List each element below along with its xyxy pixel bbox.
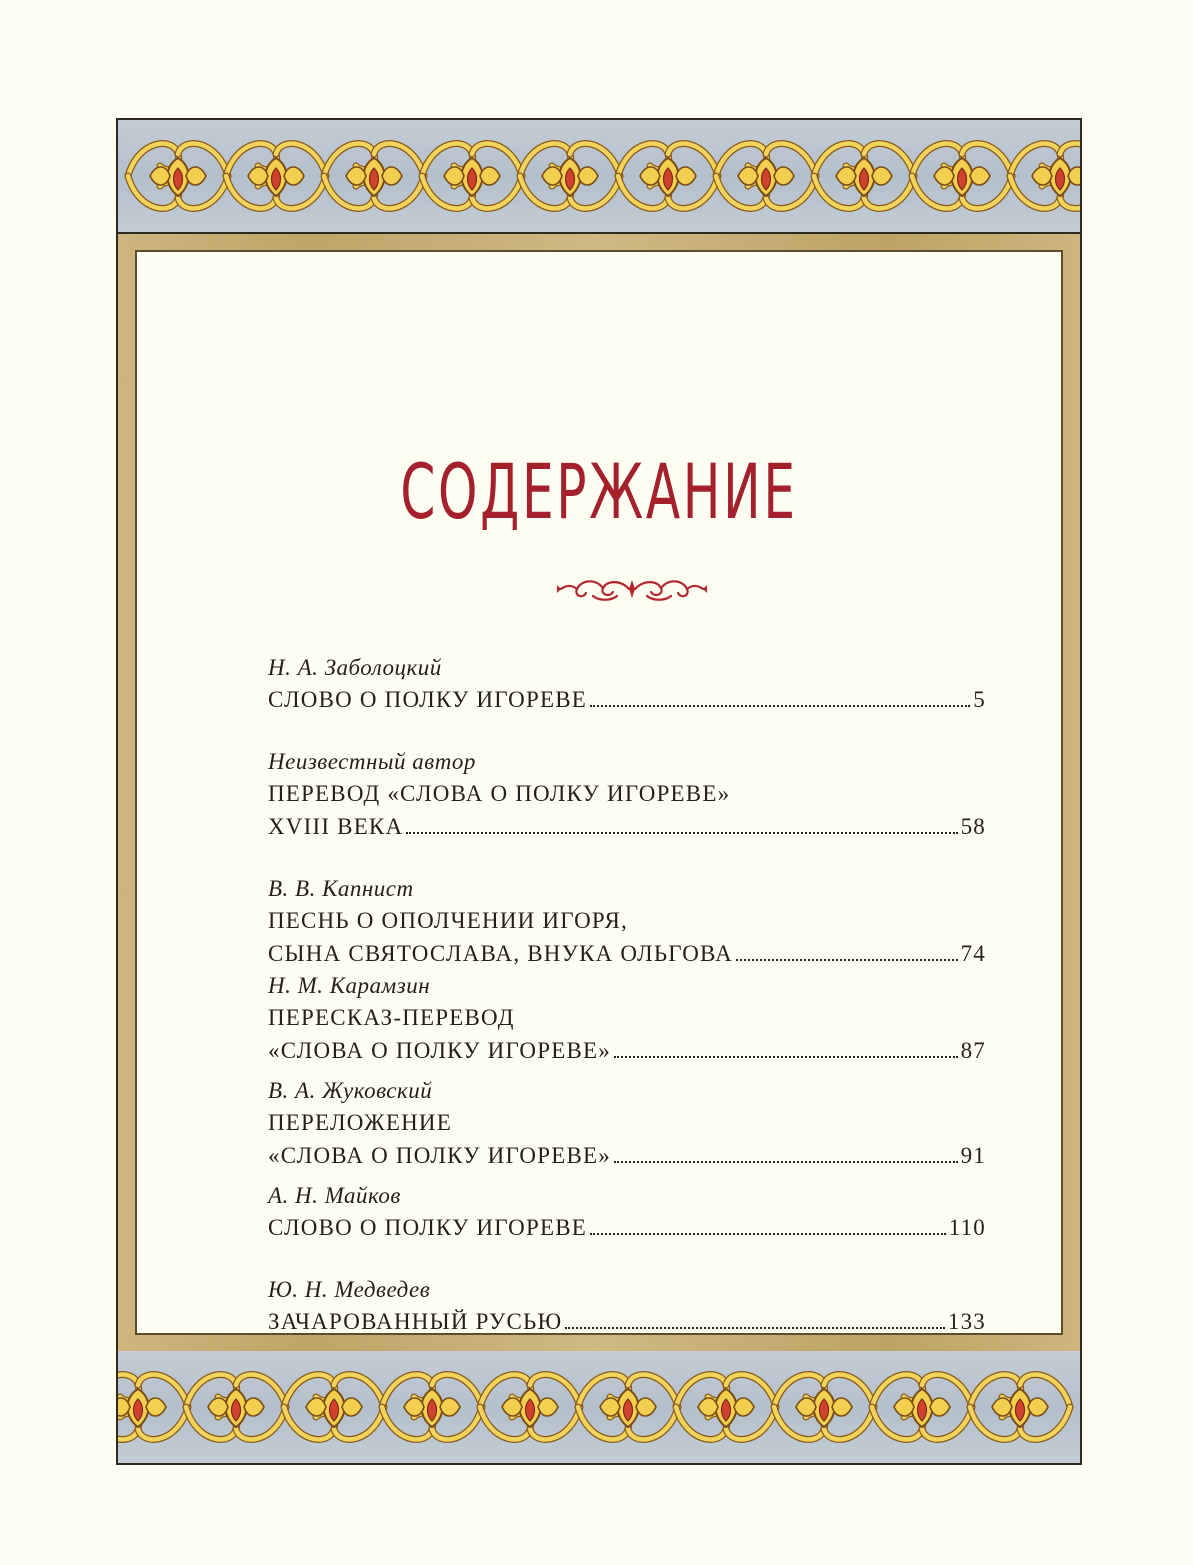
- dot-leader: [565, 1327, 945, 1329]
- toc-author: Неизвестный автор: [268, 749, 476, 774]
- toc-page-number: 74: [960, 941, 986, 966]
- contents-page: [135, 250, 1063, 1335]
- toc-author: Ю. Н. Медведев: [268, 1277, 431, 1302]
- toc-entry[interactable]: [268, 1274, 986, 1338]
- toc-title-line: [268, 810, 986, 843]
- table-of-contents: [268, 652, 986, 1338]
- toc-title-line: ПЕРЕЛОЖЕНИЕ: [268, 1110, 452, 1135]
- toc-title: СЛОВО О ПОЛКУ ИГОРЕВЕ: [268, 1215, 588, 1240]
- dot-leader: [590, 1233, 946, 1235]
- gold-floral-ornament-band-icon: [118, 1351, 1080, 1463]
- toc-author: Н. М. Карамзин: [268, 973, 431, 998]
- dot-leader: [614, 1056, 958, 1058]
- toc-title: «СЛОВА О ПОЛКУ ИГОРЕВЕ»: [268, 1038, 611, 1063]
- toc-title-line: [268, 683, 986, 716]
- toc-entry[interactable]: [268, 873, 986, 970]
- toc-page-number: 87: [960, 1038, 986, 1063]
- toc-title-line: ПЕСНЬ О ОПОЛЧЕНИИ ИГОРЯ,: [268, 908, 628, 933]
- gold-border-frame: [118, 232, 1080, 1353]
- toc-title-line: ПЕРЕСКАЗ-ПЕРЕВОД: [268, 1005, 515, 1030]
- toc-author: Н. А. Заболоцкий: [268, 655, 442, 680]
- bottom-ornament-band: [118, 1351, 1080, 1463]
- toc-entry[interactable]: [268, 1075, 986, 1172]
- dot-leader: [590, 705, 970, 707]
- toc-page-number: 133: [947, 1309, 986, 1334]
- toc-title-line: [268, 937, 986, 970]
- top-ornament-band: [118, 120, 1080, 232]
- gold-floral-ornament-band-icon: [118, 120, 1080, 232]
- toc-page-number: 58: [960, 814, 986, 839]
- toc-entry[interactable]: [268, 652, 986, 716]
- toc-entry[interactable]: [268, 746, 986, 843]
- dot-leader: [736, 959, 958, 961]
- toc-title-line: [268, 1305, 986, 1338]
- toc-page-number: 110: [948, 1215, 986, 1240]
- toc-title: ЗАЧАРОВАННЫЙ РУСЬЮ: [268, 1309, 563, 1334]
- toc-author: В. В. Капнист: [268, 876, 414, 901]
- toc-entry[interactable]: [268, 970, 986, 1067]
- toc-title: СЫНА СВЯТОСЛАВА, ВНУКА ОЛЬГОВА: [268, 941, 733, 966]
- toc-title: СЛОВО О ПОЛКУ ИГОРЕВЕ: [268, 687, 588, 712]
- toc-title-line: [268, 1139, 986, 1172]
- toc-title-line: ПЕРЕВОД «СЛОВА О ПОЛКУ ИГОРЕВЕ»: [268, 781, 731, 806]
- page-title: СОДЕРЖАНИЕ: [400, 447, 798, 536]
- toc-title-line: [268, 1211, 986, 1244]
- dot-leader: [614, 1161, 958, 1163]
- toc-author: В. А. Жуковский: [268, 1078, 433, 1103]
- dot-leader: [406, 832, 957, 834]
- toc-title: XVIII ВЕКА: [268, 814, 404, 839]
- toc-author: А. Н. Майков: [268, 1183, 401, 1208]
- toc-title: «СЛОВА О ПОЛКУ ИГОРЕВЕ»: [268, 1143, 611, 1168]
- toc-page-number: 91: [960, 1143, 986, 1168]
- red-scroll-ornament-icon: [557, 574, 707, 604]
- toc-entry[interactable]: [268, 1180, 986, 1244]
- page-frame: [116, 118, 1082, 1465]
- toc-title-line: [268, 1034, 986, 1067]
- toc-page-number: 5: [973, 687, 986, 712]
